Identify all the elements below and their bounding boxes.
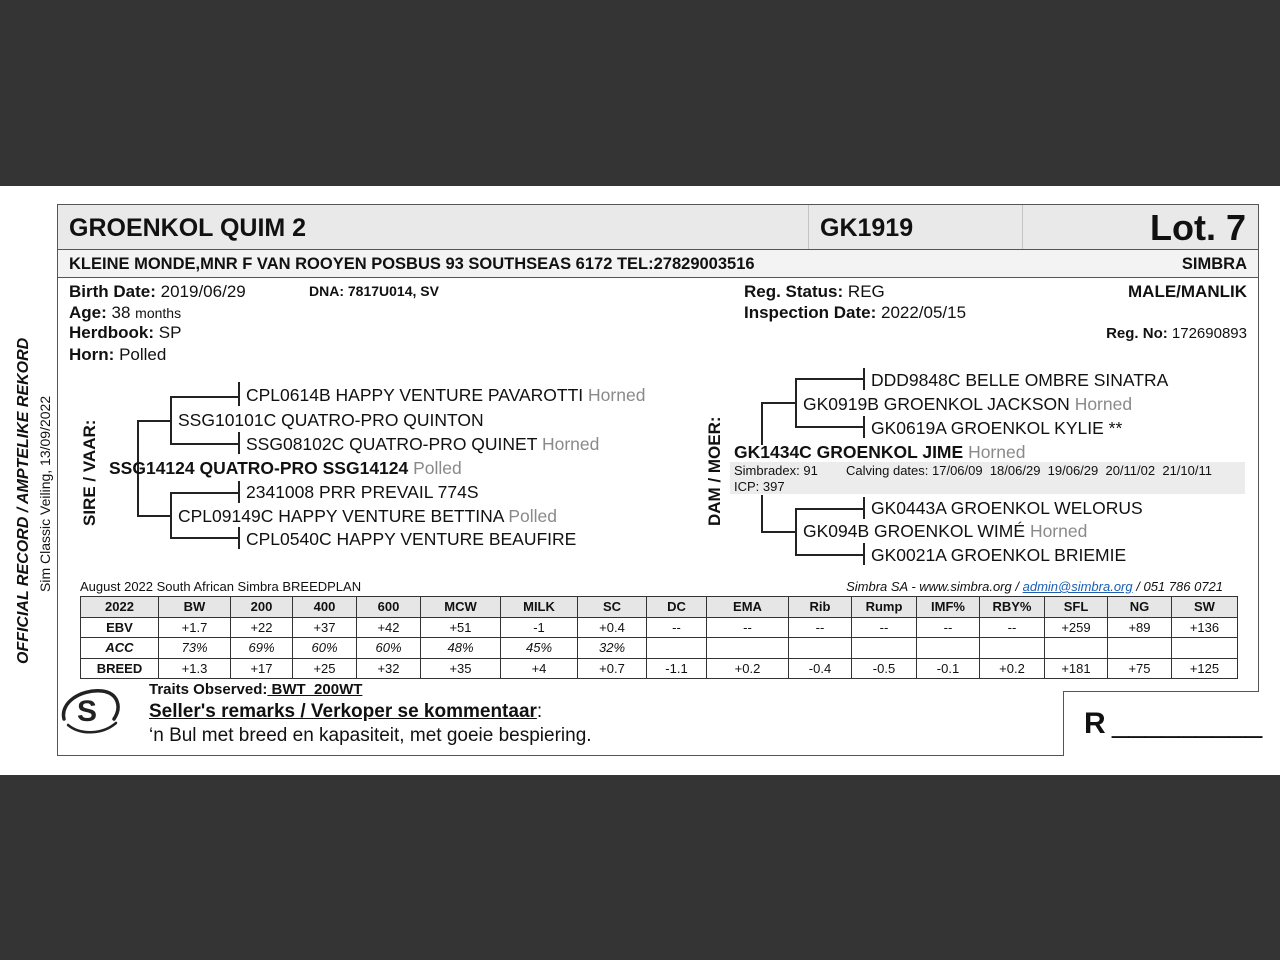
table-cell: -- xyxy=(707,617,789,638)
pedigree-line xyxy=(170,492,238,494)
table-cell: -- xyxy=(852,617,917,638)
table-header-cell: BW xyxy=(159,597,231,618)
sire-sire-name: SSG10101C QUATRO-PRO QUINTON xyxy=(178,410,484,430)
table-cell: +136 xyxy=(1172,617,1238,638)
sire-sire xyxy=(246,385,645,406)
traits-observed xyxy=(149,681,362,698)
pedigree-line xyxy=(137,420,170,422)
seller-remarks-heading xyxy=(149,701,542,723)
official-record-label: OFFICIAL RECORD / AMPTELIKE REKORD xyxy=(15,337,32,664)
horn-status: Polled xyxy=(413,458,462,478)
table-cell: +51 xyxy=(421,617,501,638)
lot-number: Lot. 7 xyxy=(1150,207,1246,248)
table-cell xyxy=(917,638,980,659)
horn-status: Horned xyxy=(541,434,600,454)
dam-label: DAM / MOER: xyxy=(705,416,724,526)
animal-name: GROENKOL QUIM 2 xyxy=(69,214,307,242)
breedplan-table xyxy=(80,596,1238,679)
remarks-label: Seller's remarks / Verkoper se kommentaar xyxy=(149,701,537,722)
herdbook xyxy=(69,323,181,343)
pedigree-line xyxy=(238,382,240,406)
table-cell xyxy=(707,638,789,659)
pedigree-line xyxy=(238,481,240,503)
pedigree-line xyxy=(170,492,172,538)
event-label: Sim Classic Veiling, 13/09/2022 xyxy=(37,395,53,592)
reg-status-value: REG xyxy=(847,282,885,301)
horn-status: Horned xyxy=(1029,521,1088,541)
table-cell: -- xyxy=(647,617,707,638)
birth-date-value: 2019/06/29 xyxy=(160,282,246,301)
table-cell: +75 xyxy=(1108,658,1172,679)
table-cell: +35 xyxy=(421,658,501,679)
table-cell: 69% xyxy=(231,638,293,659)
remarks-colon: : xyxy=(536,701,543,722)
record-card xyxy=(0,186,1280,775)
price-blank[interactable]: _________ xyxy=(1112,706,1263,739)
traits-label: Traits Observed: xyxy=(149,681,268,698)
pedigree-line xyxy=(170,537,238,539)
animal-name: CPL0614B HAPPY VENTURE PAVAROTTI xyxy=(246,385,584,405)
table-cell xyxy=(789,638,852,659)
reg-number xyxy=(1106,325,1247,342)
table-row xyxy=(81,617,1238,638)
breedplan-title: August 2022 South African Simbra BREEDPLAN xyxy=(80,579,362,594)
table-header-cell: 400 xyxy=(293,597,357,618)
table-cell: +0.7 xyxy=(578,658,647,679)
table-row xyxy=(81,658,1238,679)
table-cell: -1.1 xyxy=(647,658,707,679)
horn-status xyxy=(69,345,166,365)
age-unit: months xyxy=(135,305,182,321)
table-cell: 73% xyxy=(159,638,231,659)
sire-main xyxy=(109,458,462,479)
table-cell: 45% xyxy=(501,638,578,659)
table-cell: -0.1 xyxy=(917,658,980,679)
table-row xyxy=(81,638,1238,659)
pedigree-line xyxy=(170,396,238,398)
breed-name: SIMBRA xyxy=(1181,255,1247,273)
horn-status: Horned xyxy=(968,442,1026,462)
pedigree-line xyxy=(795,426,863,428)
table-cell: +0.2 xyxy=(980,658,1045,679)
row-label: ACC xyxy=(81,638,159,659)
table-cell: -- xyxy=(917,617,980,638)
price-currency: R xyxy=(1084,707,1106,740)
pedigree-line xyxy=(761,402,795,404)
logo-letter: S xyxy=(77,695,98,728)
table-cell xyxy=(1045,638,1108,659)
row-label: BREED xyxy=(81,658,159,679)
sire-dam-sire: 2341008 PRR PREVAIL 774S xyxy=(246,482,479,502)
table-cell: +25 xyxy=(293,658,357,679)
simbradex: Simbradex: 91 xyxy=(734,463,818,478)
owner-row xyxy=(57,250,1259,278)
reg-number-label: Reg. No: xyxy=(1106,325,1168,342)
pedigree-line xyxy=(795,378,797,427)
owner-info: KLEINE MONDE,MNR F VAN ROOYEN POSBUS 93 SOUTHSEAS 6172 TEL:27829003516 xyxy=(69,255,755,273)
dam-name: GK1434C GROENKOL JIME xyxy=(734,442,964,462)
icp: ICP: 397 xyxy=(734,479,785,494)
table-cell: +181 xyxy=(1045,658,1108,679)
table-cell: +4 xyxy=(501,658,578,679)
sire-dam-dam: CPL0540C HAPPY VENTURE BEAUFIRE xyxy=(246,529,577,549)
table-cell: +22 xyxy=(231,617,293,638)
birth-date-label: Birth Date: xyxy=(69,282,156,301)
reg-status xyxy=(744,282,885,302)
table-header-cell: MILK xyxy=(501,597,578,618)
table-header-cell: 200 xyxy=(231,597,293,618)
table-header-cell: IMF% xyxy=(917,597,980,618)
table-cell xyxy=(647,638,707,659)
animal-id: GK1919 xyxy=(820,214,914,242)
animal-name: GK094B GROENKOL WIMÉ xyxy=(803,521,1026,541)
sire-name: SSG14124 QUATRO-PRO SSG14124 xyxy=(109,458,409,478)
pedigree-line xyxy=(238,527,240,549)
table-header-cell: SFL xyxy=(1045,597,1108,618)
table-cell: 32% xyxy=(578,638,647,659)
pedigree-line xyxy=(170,443,238,445)
table-cell: +1.3 xyxy=(159,658,231,679)
table-header-cell: DC xyxy=(647,597,707,618)
horn-value: Polled xyxy=(119,345,167,364)
dam-dam-dam: GK0021A GROENKOL BRIEMIE xyxy=(871,545,1127,565)
price-box xyxy=(1063,691,1263,756)
pedigree-line xyxy=(863,543,865,565)
table-cell: -0.4 xyxy=(789,658,852,679)
table-cell: +125 xyxy=(1172,658,1238,679)
table-header-cell: SW xyxy=(1172,597,1238,618)
pedigree-line xyxy=(238,432,240,454)
birth-date xyxy=(69,282,246,302)
inspection-date xyxy=(744,303,966,323)
table-cell: +259 xyxy=(1045,617,1108,638)
inspection-date-value: 2022/05/15 xyxy=(880,303,967,322)
pedigree-line xyxy=(761,531,795,533)
table-header-cell: Rib xyxy=(789,597,852,618)
pedigree-line xyxy=(170,396,172,444)
sire-label: SIRE / VAAR: xyxy=(80,419,99,526)
table-cell: -1 xyxy=(501,617,578,638)
row-label: EBV xyxy=(81,617,159,638)
table-header-cell: RBY% xyxy=(980,597,1045,618)
dam-dam-sire: GK0443A GROENKOL WELORUS xyxy=(871,498,1143,518)
table-cell: 60% xyxy=(293,638,357,659)
table-cell xyxy=(852,638,917,659)
inspection-date-label: Inspection Date: xyxy=(744,303,877,322)
horn-label: Horn: xyxy=(69,345,115,364)
sire-dam xyxy=(178,506,557,527)
sire-sire-dam xyxy=(246,434,599,455)
title-row xyxy=(57,204,1259,250)
contact-phone: / 051 786 0721 xyxy=(1136,579,1223,594)
table-cell: -0.5 xyxy=(852,658,917,679)
reg-number-value: 172690893 xyxy=(1171,325,1247,342)
table-cell xyxy=(1172,638,1238,659)
pedigree-line xyxy=(795,508,797,555)
seller-remarks-text: ‘n Bul met breed en kapasiteit, met goeie bespiering. xyxy=(149,725,592,746)
herdbook-label: Herdbook: xyxy=(69,323,154,342)
table-header-cell: MCW xyxy=(421,597,501,618)
table-header-cell: Rump xyxy=(852,597,917,618)
table-header-cell: SC xyxy=(578,597,647,618)
table-header-row xyxy=(81,597,1238,618)
table-header-cell: NG xyxy=(1108,597,1172,618)
pedigree-line xyxy=(761,402,763,445)
pedigree-line xyxy=(863,368,865,390)
dam-dam xyxy=(803,521,1087,542)
animal-name: SSG08102C QUATRO-PRO QUINET xyxy=(246,434,538,454)
table-cell: +89 xyxy=(1108,617,1172,638)
breedplan-contact xyxy=(846,579,1223,594)
dam-sire-dam: GK0619A GROENKOL KYLIE ** xyxy=(871,418,1123,438)
dna-info: DNA: 7817U014, SV xyxy=(309,283,439,299)
pedigree-line xyxy=(795,554,863,556)
dam-sire-sire: DDD9848C BELLE OMBRE SINATRA xyxy=(871,370,1169,390)
herdbook-value: SP xyxy=(158,323,182,342)
table-cell: +37 xyxy=(293,617,357,638)
traits-value: BWT 200WT xyxy=(267,681,363,698)
table-cell: +0.2 xyxy=(707,658,789,679)
animal-name: CPL09149C HAPPY VENTURE BETTINA xyxy=(178,506,504,526)
calving-dates: Calving dates: 17/06/09 18/06/29 19/06/29 20/11/02 21/10/11 xyxy=(846,463,1212,478)
dam-main xyxy=(734,442,1025,463)
pedigree-line xyxy=(137,515,170,517)
sex: MALE/MANLIK xyxy=(1128,282,1247,301)
age-label: Age: xyxy=(69,303,107,322)
contact-website: Simbra SA - www.simbra.org / xyxy=(846,579,1019,594)
simbra-logo-icon xyxy=(58,683,122,739)
pedigree-line xyxy=(795,508,863,510)
pedigree-line xyxy=(863,497,865,519)
table-cell: -- xyxy=(789,617,852,638)
horn-status: Horned xyxy=(588,385,646,405)
table-cell: 48% xyxy=(421,638,501,659)
table-header-cell: EMA xyxy=(707,597,789,618)
table-cell xyxy=(1108,638,1172,659)
age xyxy=(69,303,181,323)
horn-status: Horned xyxy=(1074,394,1133,414)
table-cell: +1.7 xyxy=(159,617,231,638)
reg-status-label: Reg. Status: xyxy=(744,282,844,301)
table-cell: +17 xyxy=(231,658,293,679)
contact-email-link[interactable]: admin@simbra.org xyxy=(1022,579,1133,594)
table-cell: +32 xyxy=(357,658,421,679)
pedigree-line xyxy=(863,416,865,438)
divider xyxy=(808,205,809,249)
divider xyxy=(1022,205,1023,249)
table-cell: +0.4 xyxy=(578,617,647,638)
table-header-cell: 600 xyxy=(357,597,421,618)
table-cell: +42 xyxy=(357,617,421,638)
dam-sire xyxy=(803,394,1132,415)
age-value: 38 xyxy=(111,303,131,322)
table-cell xyxy=(980,638,1045,659)
pedigree-line xyxy=(795,378,863,380)
table-header-cell: 2022 xyxy=(81,597,159,618)
horn-status: Polled xyxy=(508,506,558,526)
animal-name: GK0919B GROENKOL JACKSON xyxy=(803,394,1070,414)
pedigree-line xyxy=(761,495,763,532)
table-cell: 60% xyxy=(357,638,421,659)
table-cell: -- xyxy=(980,617,1045,638)
